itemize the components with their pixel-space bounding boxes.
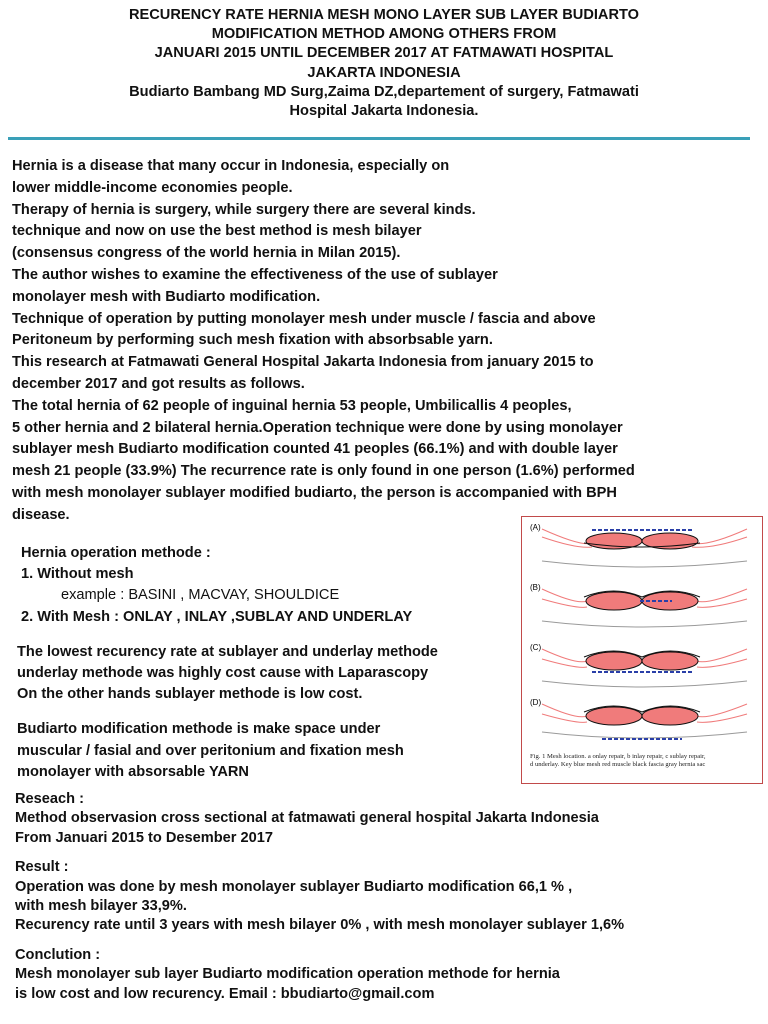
- intro-line: mesh 21 people (33.9%) The recurrence rate is only found in one person (1.6%) performed: [12, 463, 635, 480]
- panel-label: (C): [530, 643, 542, 652]
- title-line: MODIFICATION METHOD AMONG OTHERS FROM: [211, 26, 557, 43]
- mesh-location-figure: [521, 516, 763, 784]
- intro-line: (consensus congress of the world hernia in Milan 2015).: [12, 245, 401, 262]
- panel-label: (B): [530, 583, 541, 592]
- panel-onlay: [530, 523, 747, 567]
- author-line: Budiarto Bambang MD Surg,Zaima DZ,departement of surgery, Fatmawati: [129, 83, 639, 100]
- poster-header: [0, 6, 768, 121]
- methods-paragraph-line: monolayer with absorsable YARN: [17, 763, 249, 780]
- title-line: JANUARI 2015 UNTIL DECEMBER 2017 AT FATMAWATI HOSPITAL: [154, 45, 614, 62]
- figure-caption: [530, 753, 758, 770]
- introduction: [12, 156, 752, 527]
- research-heading: Reseach :: [15, 791, 84, 807]
- intro-line: Technique of operation by putting monolayer mesh under muscle / fascia and above: [12, 310, 596, 327]
- intro-line: lower middle-income economies people.: [12, 179, 293, 196]
- conclusion-line: Mesh monolayer sub layer Budiarto modification operation methode for hernia: [15, 966, 560, 983]
- methods-paragraph-line: underlay methode was highly cost cause with Laparascopy: [17, 665, 429, 682]
- panel-inlay: [530, 583, 747, 627]
- methods-paragraph-line: On the other hands sublayer methode is low cost.: [17, 686, 363, 703]
- mesh-diagram: [522, 517, 762, 753]
- method-example: example : BASINI , MACVAY, SHOULDICE: [61, 587, 340, 604]
- result-line: with mesh bilayer 33,9%.: [15, 898, 187, 915]
- methods-paragraph-line: The lowest recurency rate at sublayer and underlay methode: [17, 643, 438, 660]
- methods-title: Hernia operation methode :: [21, 545, 211, 561]
- panel-sublay: [530, 643, 747, 687]
- caption-line: Fig. 1 Mesh location. a onlay repair, b inlay repair, c sublay repair,: [530, 753, 706, 760]
- method-item-without-mesh: 1. Without mesh: [21, 566, 134, 583]
- panel-underlay: [530, 698, 747, 739]
- intro-line: technique and now on use the best method is mesh bilayer: [12, 223, 422, 240]
- result-line: Recurency rate until 3 years with mesh bilayer 0% , with mesh monolayer sublayer 1,6%: [15, 917, 625, 934]
- intro-line: Hernia is a disease that many occur in Indonesia, especially on: [12, 158, 450, 174]
- header-divider: [8, 137, 750, 140]
- intro-line: december 2017 and got results as follows.: [12, 375, 305, 392]
- panel-label: (A): [530, 523, 541, 532]
- author-line: Hospital Jakarta Indonesia.: [289, 103, 479, 120]
- result-heading: Result :: [15, 859, 69, 876]
- intro-line: sublayer mesh Budiarto modification counted 41 peoples (66.1%) and with double layer: [12, 441, 618, 458]
- title-line: RECURENCY RATE HERNIA MESH MONO LAYER SUB LAYER BUDIARTO: [128, 7, 640, 23]
- intro-line: 5 other hernia and 2 bilateral hernia.Operation technique were done by using monolayer: [12, 419, 623, 436]
- conclusion-heading: Conclution :: [15, 946, 101, 963]
- result-line: Operation was done by mesh monolayer sublayer Budiarto modification 66,1 % ,: [15, 878, 573, 895]
- intro-line: The total hernia of 62 people of inguinal hernia 53 people, Umbilicallis 4 peoples,: [12, 397, 572, 414]
- intro-line: This research at Fatmawati General Hospital Jakarta Indonesia from january 2015 to: [12, 354, 594, 371]
- methods-section: [17, 543, 517, 783]
- intro-line: The author wishes to examine the effectiveness of the use of sublayer: [12, 266, 498, 283]
- research-line: Method observasion cross sectional at fatmawati general hospital Jakarta Indonesia: [15, 810, 599, 827]
- method-item-with-mesh: 2. With Mesh : ONLAY , INLAY ,SUBLAY AND UNDERLAY: [21, 608, 413, 625]
- intro-line: with mesh monolayer sublayer modified budiarto, the person is accompanied with BPH: [12, 484, 617, 501]
- intro-line: disease.: [12, 506, 70, 523]
- intro-line: Therapy of hernia is surgery, while surgery there are several kinds.: [12, 201, 476, 218]
- methods-paragraph-line: Budiarto modification methode is make space under: [17, 721, 381, 738]
- intro-line: Peritoneum by performing such mesh fixation with absorbsable yarn.: [12, 332, 493, 349]
- panel-label: (D): [530, 698, 542, 707]
- conclusion-line: is low cost and low recurency. Email : bbudiarto@gmail.com: [15, 985, 435, 1002]
- methods-paragraph-line: muscular / fasial and over peritonium and fixation mesh: [17, 742, 404, 759]
- caption-line: d underlay. Key blue mesh red muscle black fascia gray hernia sac: [530, 761, 706, 769]
- title-line: JAKARTA INDONESIA: [307, 64, 461, 81]
- research-line: From Januari 2015 to Desember 2017: [15, 829, 273, 846]
- results-section: [15, 790, 755, 1004]
- intro-line: monolayer mesh with Budiarto modification.: [12, 288, 321, 305]
